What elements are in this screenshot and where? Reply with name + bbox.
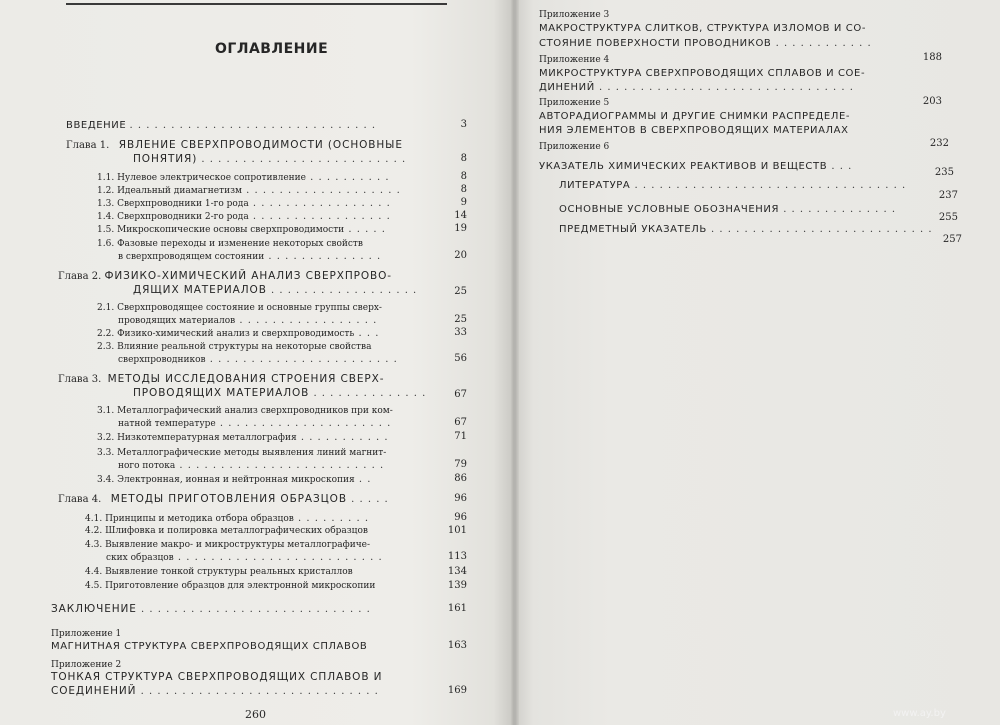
toc-page: 163: [447, 640, 467, 651]
toc-entry-conclusion: ЗАКЛЮЧЕНИЕ . . . . . . . . . . . . . . . . . . . . . . . . . . . .: [51, 603, 371, 615]
toc-page: 113: [447, 551, 467, 562]
toc-appendix-4: МИКРОСТРУКТУРА СВЕРХПРОВОДЯЩИХ СПЛАВОВ И СОЕ-: [539, 68, 866, 79]
toc-page: 188: [922, 52, 942, 63]
toc-appendix-head: Приложение 1: [51, 629, 122, 639]
toc-appendix-2-cont: СОЕДИНЕНИЙ . . . . . . . . . . . . . . . . . . . . . . . . . . . . .: [51, 685, 379, 697]
toc-chapter-4: Глава 4. МЕТОДЫ ПРИГОТОВЛЕНИЯ ОБРАЗЦОВ . . . . .: [58, 493, 389, 505]
toc-entry-intro: ВВЕДЕНИЕ . . . . . . . . . . . . . . . . . . . . . . . . . . . . . .: [66, 120, 377, 131]
toc-page: 96: [454, 493, 467, 504]
toc-page: 14: [454, 210, 467, 221]
toc-appendix-5: АВТОРАДИОГРАММЫ И ДРУГИЕ СНИМКИ РАСПРЕДЕЛЕ-: [539, 111, 851, 122]
toc-section: 1.6. Фазовые переходы и изменение некоторых свойств: [97, 239, 363, 249]
toc-page: 9: [460, 197, 467, 208]
toc-page: 203: [922, 96, 942, 107]
toc-page: 139: [447, 580, 467, 591]
toc-appendix-6: УКАЗАТЕЛЬ ХИМИЧЕСКИХ РЕАКТИВОВ И ВЕЩЕСТВ . . .: [539, 161, 853, 172]
toc-page: 25: [454, 286, 467, 297]
toc-section-cont: сверхпроводников . . . . . . . . . . . . . . . . . . . . . . .: [118, 354, 398, 365]
toc-section: 4.1. Принципы и методика отбора образцов . . . . . . . . .: [85, 513, 370, 524]
toc-section-cont: в сверхпроводящем состоянии . . . . . . . . . . . . . .: [118, 251, 382, 262]
page-number: 260: [245, 708, 266, 721]
toc-section: 2.1. Сверхпроводящее состояние и основные группы сверх-: [97, 303, 382, 313]
toc-page: 101: [447, 525, 467, 536]
toc-label: ВВЕДЕНИЕ: [66, 120, 127, 131]
toc-section: 2.3. Влияние реальной структуры на некоторые свойства: [97, 342, 372, 352]
toc-page: 255: [938, 212, 958, 223]
toc-page: 67: [454, 417, 467, 428]
toc-page: 33: [454, 327, 467, 338]
toc-appendix-3-cont: СТОЯНИЕ ПОВЕРХНОСТИ ПРОВОДНИКОВ . . . . . . . . . . . .: [539, 38, 872, 49]
toc-appendix-1: МАГНИТНАЯ СТРУКТУРА СВЕРХПРОВОДЯЩИХ СПЛАВОВ: [51, 641, 368, 652]
toc-section: 4.3. Выявление макро- и микроструктуры металлографиче-: [85, 540, 371, 550]
toc-page: 134: [447, 566, 467, 577]
toc-page: 8: [460, 171, 467, 182]
toc-page: 86: [454, 473, 467, 484]
toc-page: 19: [454, 223, 467, 234]
top-rule: [66, 3, 447, 5]
toc-section-cont: ного потока . . . . . . . . . . . . . . . . . . . . . . . . .: [118, 460, 385, 471]
toc-page: 79: [454, 459, 467, 470]
toc-section: 3.4. Электронная, ионная и нейтронная микроскопия . .: [97, 474, 372, 485]
toc-appendix-head: Приложение 3: [539, 10, 610, 20]
toc-page: 71: [454, 431, 467, 442]
toc-appendix-4-cont: ДИНЕНИЙ . . . . . . . . . . . . . . . . . . . . . . . . . . . . . . .: [539, 82, 854, 93]
toc-entry-literature: ЛИТЕРАТУРА . . . . . . . . . . . . . . . . . . . . . . . . . . . . . . . . .: [559, 180, 907, 191]
toc-section-cont: проводящих материалов . . . . . . . . . . . . . . . . .: [118, 315, 378, 326]
toc-page: 235: [934, 167, 954, 178]
toc-page: 169: [447, 685, 467, 696]
toc-section: 1.1. Нулевое электрическое сопротивление . . . . . . . . . .: [97, 172, 390, 183]
toc-page: 96: [454, 512, 467, 523]
toc-page: 8: [460, 184, 467, 195]
book-gutter: [511, 0, 519, 725]
toc-appendix-head: Приложение 2: [51, 660, 122, 670]
toc-section: 1.3. Сверхпроводники 1-го рода . . . . . . . . . . . . . . . . .: [97, 198, 391, 209]
toc-appendix-3: МАКРОСТРУКТУРА СЛИТКОВ, СТРУКТУРА ИЗЛОМОВ И СО-: [539, 23, 867, 34]
toc-section: 1.4. Сверхпроводники 2-го рода . . . . . . . . . . . . . . . . .: [97, 211, 391, 222]
toc-section-cont: натной температуре . . . . . . . . . . . . . . . . . . . . .: [118, 418, 392, 429]
toc-page: 232: [929, 138, 949, 149]
toc-entry-notation: ОСНОВНЫЕ УСЛОВНЫЕ ОБОЗНАЧЕНИЯ . . . . . . . . . . . . . .: [559, 204, 897, 215]
toc-page: 3: [460, 119, 467, 130]
toc-section: 4.5. Приготовление образцов для электронной микроскопии: [85, 581, 376, 591]
toc-page: 67: [454, 389, 467, 400]
toc-chapter-2-cont: ДЯЩИХ МАТЕРИАЛОВ . . . . . . . . . . . . . . . . . .: [133, 284, 418, 296]
toc-chapter-1: Глава 1. ЯВЛЕНИЕ СВЕРХПРОВОДИМОСТИ (ОСНОВНЫЕ: [66, 139, 403, 151]
toc-page: 20: [454, 250, 467, 261]
toc-section-cont: ских образцов . . . . . . . . . . . . . . . . . . . . . . . . .: [106, 552, 383, 563]
page-title: ОГЛАВЛЕНИЕ: [215, 41, 329, 57]
toc-section: 1.5. Микроскопические основы сверхпроводимости . . . . .: [97, 224, 386, 235]
toc-section: 3.2. Низкотемпературная металлография . . . . . . . . . . .: [97, 432, 389, 443]
toc-page: 257: [942, 234, 962, 245]
toc-appendix-head: Приложение 5: [539, 98, 610, 108]
toc-entry-index: ПРЕДМЕТНЫЙ УКАЗАТЕЛЬ . . . . . . . . . . . . . . . . . . . . . . . . . . .: [559, 224, 933, 235]
toc-section: 1.2. Идеальный диамагнетизм . . . . . . . . . . . . . . . . . . .: [97, 185, 401, 196]
toc-page: 25: [454, 314, 467, 325]
toc-page: 237: [938, 190, 958, 201]
toc-appendix-5-cont: НИЯ ЭЛЕМЕНТОВ В СВЕРХПРОВОДЯЩИХ МАТЕРИАЛАХ: [539, 125, 849, 136]
toc-page: 56: [454, 353, 467, 364]
toc-section: 4.4. Выявление тонкой структуры реальных кристаллов: [85, 567, 353, 577]
toc-appendix-2: ТОНКАЯ СТРУКТУРА СВЕРХПРОВОДЯЩИХ СПЛАВОВ И: [51, 671, 383, 683]
toc-page: 161: [447, 603, 467, 614]
toc-section: 4.2. Шлифовка и полировка металлографических образцов: [85, 526, 368, 536]
toc-chapter-3: Глава 3. МЕТОДЫ ИССЛЕДОВАНИЯ СТРОЕНИЯ СВЕРХ-: [58, 373, 385, 385]
toc-page: 8: [460, 153, 467, 164]
toc-section: 3.1. Металлографический анализ сверхпроводников при ком-: [97, 406, 393, 416]
toc-chapter-3-cont: ПРОВОДЯЩИХ МАТЕРИАЛОВ . . . . . . . . . . . . . .: [133, 387, 427, 399]
toc-appendix-head: Приложение 4: [539, 55, 610, 65]
toc-section: 3.3. Металлографические методы выявления линий магнит-: [97, 448, 387, 458]
toc-chapter-2: Глава 2. ФИЗИКО-ХИМИЧЕСКИЙ АНАЛИЗ СВЕРХПРОВО-: [58, 270, 392, 282]
toc-section: 2.2. Физико-химический анализ и сверхпроводимость . . .: [97, 328, 380, 339]
right-page: [514, 0, 1000, 725]
toc-chapter-1-cont: ПОНЯТИЯ) . . . . . . . . . . . . . . . . . . . . . . . . .: [133, 153, 407, 165]
toc-appendix-head: Приложение 6: [539, 142, 610, 152]
watermark: www.ay.by: [893, 708, 946, 719]
